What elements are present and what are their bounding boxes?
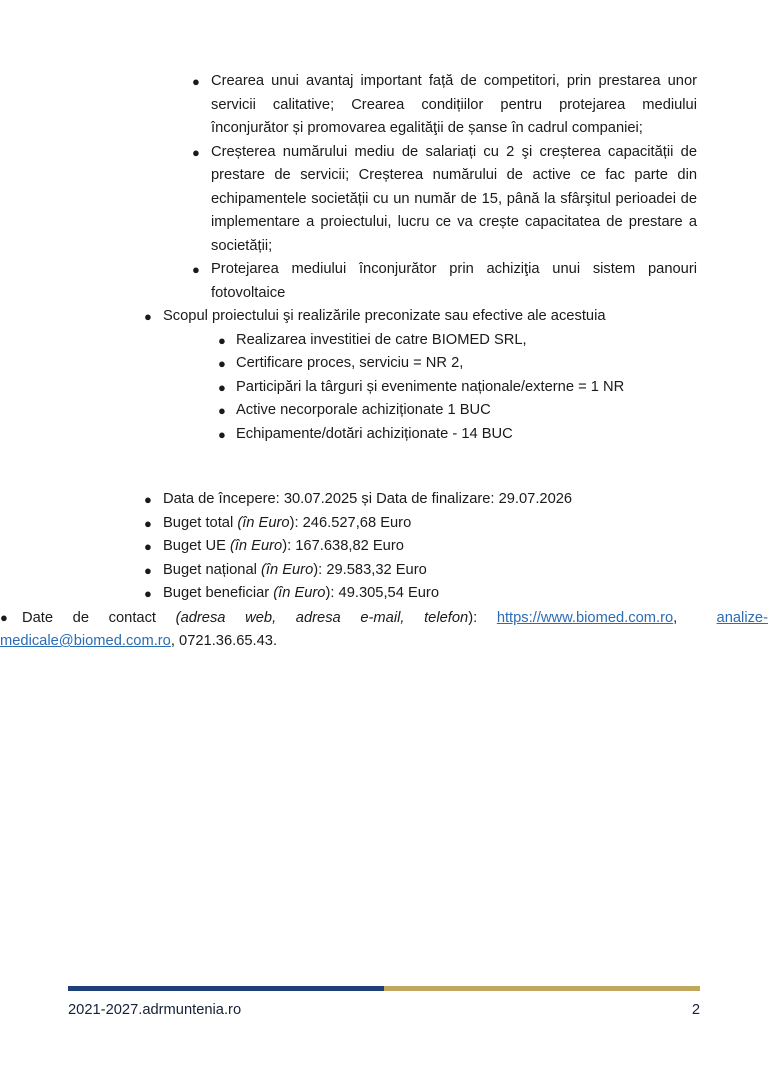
budget-sep: ): xyxy=(325,585,339,601)
bullet-icon: ● xyxy=(218,403,226,418)
bullet-icon: ● xyxy=(144,309,152,324)
list-item xyxy=(218,352,697,376)
list-item xyxy=(192,258,697,305)
scope-heading: Scopul proiectului şi realizările preconizate sau efective ale acestuia xyxy=(163,308,606,324)
budget-label: Buget UE xyxy=(163,538,230,554)
list-item xyxy=(192,141,697,259)
contact-comma: , xyxy=(673,609,678,626)
budget-sep: ): xyxy=(313,561,327,578)
list-item xyxy=(144,512,697,536)
scope-item-text: Participări la târguri și evenimente naționale/externe = 1 NR xyxy=(236,378,625,395)
budget-unit: (în Euro xyxy=(261,561,314,578)
list-item xyxy=(144,305,697,329)
list-item xyxy=(218,423,697,447)
bullet-icon: ● xyxy=(144,492,152,507)
bullet-icon: ● xyxy=(0,609,8,625)
contact-phone: 0721.36.65.43. xyxy=(179,633,278,649)
objective-text: Creșterea numărului mediu de salariați cu 2 şi creșterea capacității de prestare de servicii; Creșterea numărului de active ce fac parte din echipamentele societății cu un număr de 15, până la sfârşitul perioadei de implementare a proiectului, lucru ce va crește capacitatea de prestare a societății; xyxy=(211,143,697,254)
budget-value: 246.527,68 Euro xyxy=(302,514,412,531)
scope-item-text: Echipamente/dotări achiziționate - 14 BUC xyxy=(236,425,513,442)
scope-item-text: Realizarea investitiei de catre BIOMED SRL, xyxy=(236,331,527,348)
budget-line xyxy=(163,559,697,583)
footer-divider-bar xyxy=(68,986,700,991)
budget-label: Buget total xyxy=(163,514,238,531)
footer-bar-blue-segment xyxy=(68,986,384,991)
objective-text: Crearea unui avantaj important față de competitori, prin prestarea unor servicii calitative; Crearea condițiilor pentru protejarea mediului înconjurător și promovarea egalităţii de șanse în cadrul companiei; xyxy=(211,73,697,136)
budget-line xyxy=(163,535,697,559)
dates-text: Data de începere: 30.07.2025 și Data de finalizare: 29.07.2026 xyxy=(163,491,573,507)
bullet-icon: ● xyxy=(218,379,226,395)
bullet-icon: ● xyxy=(218,356,226,371)
list-item xyxy=(144,582,697,606)
contact-comma: , xyxy=(170,633,175,649)
budget-unit: (în Euro xyxy=(229,538,283,554)
budget-label: Buget beneficiar xyxy=(163,585,274,601)
budget-sep: ): xyxy=(282,538,296,554)
bullet-icon: ● xyxy=(144,515,152,531)
bullet-icon: ● xyxy=(192,144,200,160)
page-number: 2 xyxy=(691,1002,700,1018)
footer-bar-gold-segment xyxy=(384,986,700,991)
list-item xyxy=(144,559,697,583)
budget-sep: ): xyxy=(289,514,303,531)
scope-item-text: Active necorporale achiziționate 1 BUC xyxy=(236,402,491,418)
bullet-icon: ● xyxy=(192,74,200,89)
bullet-icon: ● xyxy=(144,562,152,578)
bullet-icon: ● xyxy=(192,262,200,277)
budget-value: 167.638,82 Euro xyxy=(295,538,404,554)
contact-lead: Date de contact xyxy=(22,609,176,626)
scope-item-text: Certificare proces, serviciu = NR 2, xyxy=(236,355,464,371)
list-item xyxy=(144,488,697,512)
budget-value: 29.583,32 Euro xyxy=(326,561,427,578)
budget-unit: (în Euro xyxy=(273,585,326,601)
list-item xyxy=(218,376,697,400)
budget-line xyxy=(163,512,697,536)
budget-value: 49.305,54 Euro xyxy=(338,585,439,601)
budget-list xyxy=(0,488,768,606)
scope-sub-list xyxy=(0,329,768,447)
budget-label: Buget național xyxy=(163,561,261,578)
scope-list xyxy=(0,305,768,329)
contact-paragraph xyxy=(0,606,768,654)
list-item xyxy=(218,329,697,353)
list-item xyxy=(218,399,697,423)
budget-line xyxy=(163,582,697,606)
bullet-icon: ● xyxy=(218,332,226,348)
contact-hint: (adresa web, adresa e-mail, telefon xyxy=(175,609,469,626)
objective-text: Protejarea mediului înconjurător prin achiziţia unui sistem panouri fotovoltaice xyxy=(211,261,697,301)
bullet-icon: ● xyxy=(218,426,226,442)
section-spacer xyxy=(0,446,768,470)
bullet-icon: ● xyxy=(144,539,152,554)
footer-site-label: 2021-2027.adrmuntenia.ro xyxy=(68,1002,242,1018)
contact-sep: ): xyxy=(468,609,497,626)
website-link[interactable]: https://www.biomed.com.ro xyxy=(496,609,674,626)
budget-unit: (în Euro xyxy=(237,514,290,531)
list-item xyxy=(144,535,697,559)
footer-row xyxy=(68,1002,700,1018)
objectives-list xyxy=(0,70,768,305)
bullet-icon: ● xyxy=(144,586,152,601)
email-link[interactable]: analize-medicale@biomed.com.ro xyxy=(0,609,768,649)
list-item xyxy=(192,70,697,141)
